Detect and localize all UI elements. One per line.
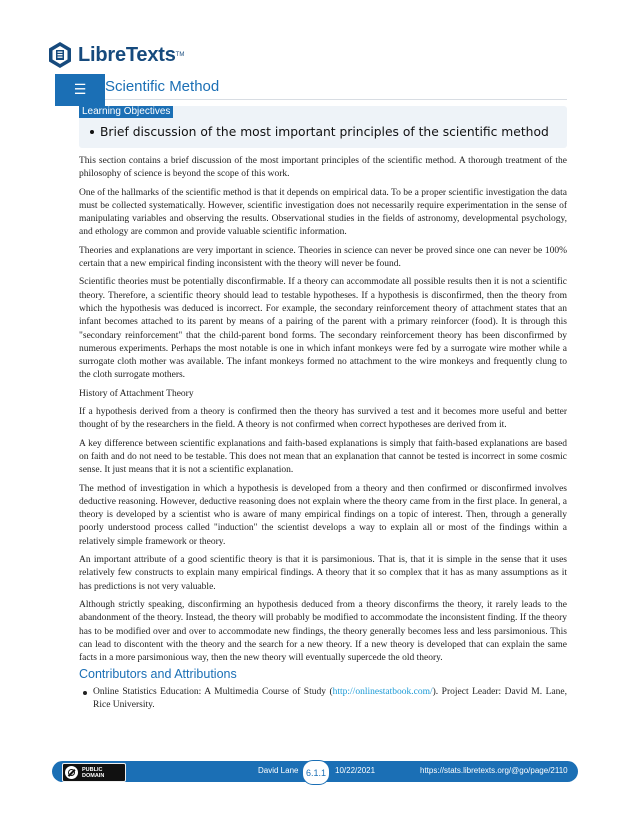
paragraph: An important attribute of a good scientific theory is that it is parsimonious. That is, that it is simple in the sense that it uses relatively few constructs to explain many empirical findings. A theory that it so complex that it has as many assumptions as it has predictions is not very valuable. <box>79 555 567 592</box>
footer-date: 10/22/2021 <box>335 766 376 775</box>
footer-url[interactable]: https://stats.libretexts.org/@go/page/2110 <box>420 766 568 775</box>
contributors-heading: Contributors and Attributions <box>79 667 237 681</box>
libretexts-logo[interactable] <box>48 40 184 70</box>
brand-tm: TM <box>175 52 185 58</box>
paragraph-subheading: History of Attachment Theory <box>79 388 194 399</box>
article-body <box>79 155 567 670</box>
learning-objective-text: Brief discussion of the most important principles of the scientific method <box>100 125 549 139</box>
license-text: PUBLIC DOMAIN <box>82 766 105 779</box>
paragraph: Theories and explanations are very important in science. Theories in science can never be proved since one can never be 100% certain that a new empirical finding inconsistent with the theory will never be found. <box>79 245 567 270</box>
bullet-icon <box>90 130 94 134</box>
title-divider <box>105 99 567 100</box>
contributors-list <box>79 686 567 713</box>
paragraph: One of the hallmarks of the scientific method is that it depends on empirical data. To be a proper scientific investigation the data must be collected systematically. However, scientific investigation does not necessarily require experimentation in the sense of manipulating variables and observing the results. Observational studies in the fields of astronomy, developmental psychology, and ethology are common and provide valuable scientific information. <box>79 187 567 238</box>
paragraph: If a hypothesis derived from a theory is confirmed then the theory has survived a test and it becomes more useful and better thought of by the researchers in the field. A theory is not confirmed when correct hypotheses are derived from it. <box>79 407 567 431</box>
footer-page-number: 6.1.1 <box>302 760 330 785</box>
public-domain-icon <box>65 766 78 779</box>
public-domain-badge[interactable] <box>62 763 126 782</box>
learning-objectives-label: Learning Objectives <box>79 106 173 118</box>
contributor-text-before: Online Statistics Education: A Multimedia Course of Study ( <box>93 687 333 697</box>
paragraph: A key difference between scientific explanations and faith-based explanations is simply that faith-based explanations are based on faith and do not need to be testable. This does not mean that an explanation that cannot be tested is incorrect in some cosmic sense. It just means that it is not a scientific explanation. <box>79 438 567 476</box>
paragraph: The method of investigation in which a hypothesis is developed from a theory and then confirmed or disconfirmed involves deductive reasoning. However, deductive reasoning does not explain where the theory came from in the first place. In general, a theory is developed by a scientist who is aware of many empirical findings on a topic of interest. Then, through a generally poorly understood process called "induction" the scientist develops a way to explain all or most of the findings within a relatively simple framework or theory. <box>79 483 567 547</box>
menu-button[interactable] <box>55 74 105 106</box>
brand-name: LibreTexts <box>78 43 176 66</box>
contributor-item <box>79 686 567 713</box>
paragraph: Scientific theories must be potentially disconfirmable. If a theory can accommodate all possible results then it is not a scientific theory. Therefore, a scientific theory should lead to testable hypotheses. If a hypothesis is disconfirmed, then the theory from which the hypothesis was deduced is incorrect. For example, the secondary reinforcement theory of attachment states that an infant becomes attached to its parent by means of a pairing of the parent with a primary reinforcer (food). It is through this "secondary reinforcement" that the child-parent bond forms. The secondary reinforcement theory has been disconfirmed by numerous experiments. Perhaps the most notable is one in which infant monkeys were fed by a surrogate wire mother while a surrogate cloth mother was available. The infant monkeys formed no attachment to the wire monkeys and frequently clung to the cloth surrogate mothers. <box>79 277 567 381</box>
paragraph: Although strictly speaking, disconfirming an hypothesis deduced from a theory disconfirms the theory, it rarely leads to the abandonment of the theory. Instead, the theory will probably be modified to accommodate the inconsistent finding. If the theory has to be modified over and over to accommodate new findings, the theory generally becomes less and less parsimonious. This can lead to discontent with the theory and the search for a new theory. If a new theory is developed that can explain the same facts in a more parsimonious way, then the new theory will eventually supercede the old theory. <box>79 599 567 664</box>
footer-author: David Lane <box>258 766 299 775</box>
onlinestatbook-link[interactable]: http://onlinestatbook.com/ <box>332 687 433 697</box>
hamburger-menu-icon: ☰ <box>73 82 87 98</box>
page-title: Scientific Method <box>105 78 220 95</box>
paragraph: This section contains a brief discussion of the most important principles of the scientific method. A thorough treatment of the philosophy of science is beyond the scope of this work. <box>79 156 567 180</box>
page-footer <box>52 761 578 782</box>
learning-objective-item <box>90 125 549 139</box>
libretexts-hexagon-icon <box>48 41 72 69</box>
contributor-text-after: ). Project Leader: David M. Lane, Rice University. <box>93 687 567 711</box>
